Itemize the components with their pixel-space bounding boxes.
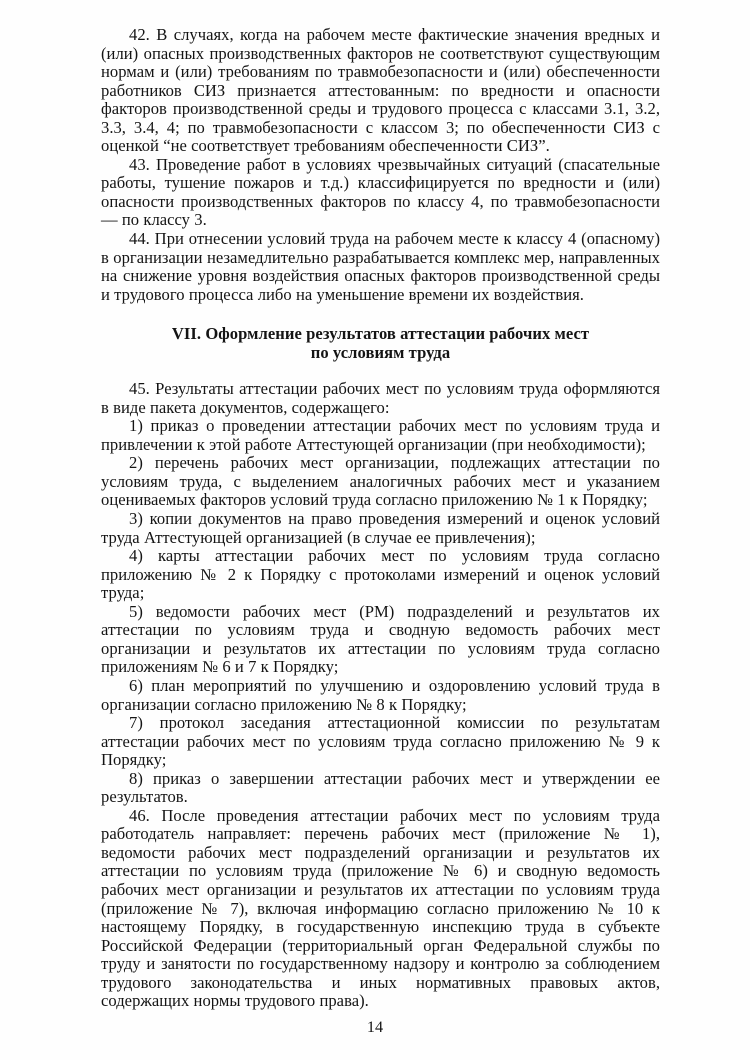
text-column (101, 26, 660, 1011)
paragraph-44: 44. При отнесении условий труда на рабочем месте к классу 4 (опасному) в организации незамедлительно разрабатывается комплекс мер, направленных на снижение уровня воздействия опасных факторов производственной среды и трудового процесса либо на уменьшение времени их воздействия. (101, 229, 660, 304)
list-item-1: 1) приказ о проведении аттестации рабочих мест по условиям труда и привлечении к этой работе Аттестующей организации (при необходимости); (101, 416, 660, 454)
paragraph-45: 45. Результаты аттестации рабочих мест по условиям труда оформляются в виде пакета документов, содержащего: (101, 379, 660, 417)
list-item-4: 4) карты аттестации рабочих мест по условиям труда согласно приложению № 2 к Порядку с протоколами измерений и оценок условий труда; (101, 546, 660, 603)
list-item-2: 2) перечень рабочих мест организации, подлежащих аттестации по условиям труда, с выделением аналогичных рабочих мест и указанием оцениваемых факторов условий труда согласно приложению № 1 к Порядку; (101, 453, 660, 510)
page-number: 14 (366, 1018, 384, 1036)
section-heading-block (101, 324, 660, 362)
list-item-8: 8) приказ о завершении аттестации рабочих мест и утверждении ее результатов. (101, 768, 660, 807)
list-item-7: 7) протокол заседания аттестационной комиссии по результатам аттестации рабочих мест по условиям труда согласно приложению № 9 к Порядку; (101, 713, 660, 770)
paragraph-43: 43. Проведение работ в условиях чрезвычайных ситуаций (спасательные работы, тушение пожаров и т.д.) классифицируется по вредности и (или) опасности производственных факторов по классу 4, по травмобезопасности — по классу 3. (101, 154, 660, 230)
list-item-3: 3) копии документов на право проведения измерений и оценок условий труда Аттестующей организацией (в случае ее привлечения); (101, 509, 660, 547)
page-title (101, 324, 660, 362)
paragraph-42: 42. В случаях, когда на рабочем месте фактические значения вредных и (или) опасных производственных факторов не соответствуют существующим нормам и (или) требованиям по травмобезопасности и (или) обеспеченности работников СИЗ признается аттестованным: по вредности и опасности факторов производственной среды и трудового процесса с классами 3.1, 3.2, 3.3, 3.4, 4; по травмобезопасности с классом 3; по обеспеченности СИЗ с оценкой “не соответствует требованиям обеспеченности СИЗ”. (101, 25, 660, 156)
paragraph-46: 46. После проведения аттестации рабочих мест по условиям труда работодатель направляет: перечень рабочих мест (приложение № 1), ведомости рабочих мест подразделений организации и результатов их аттестации по условиям труда (приложение № 6) и сводную ведомость рабочих мест организации и результатов их аттестации по условиям труда (приложение № 7), включая информацию согласно приложению № 10 к настоящему Порядку, в государственную инспекцию труда в субъекте Российской Федерации (территориальный орган Федеральной службы по труду и занятости по государственному надзору и контролю за соблюдением трудового законодательства и иных нормативных правовых актов, содержащих нормы трудового права). (101, 805, 660, 1011)
section-heading-line-1: VII. Оформление результатов аттестации рабочих мест (171, 324, 590, 344)
list-item-5: 5) ведомости рабочих мест (РМ) подразделений и результатов их аттестации по условиям труда и сводную ведомость рабочих мест организации и результатов их аттестации по условиям труда согласно приложениям № 6 и 7 к Порядку; (101, 601, 660, 677)
section-heading-line-2: по условиям труда (310, 343, 451, 363)
list-item-6: 6) план мероприятий по улучшению и оздоровлению условий труда в организации согласно приложению № 8 к Порядку; (101, 675, 660, 714)
